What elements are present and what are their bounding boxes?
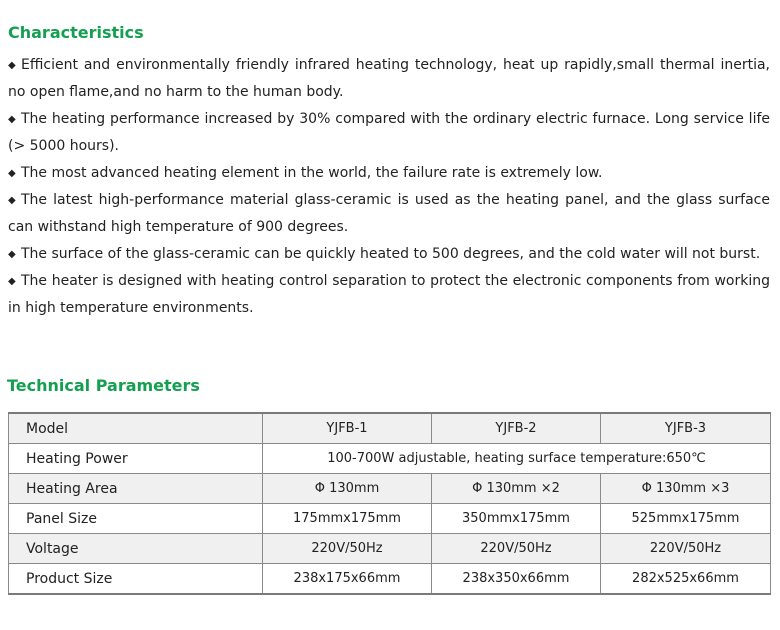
table-row-model	[9, 413, 771, 444]
table-cell: 282x525x66mm	[601, 564, 771, 595]
table-cell: Φ 130mm ×2	[432, 474, 601, 504]
table-cell: 350mmx175mm	[432, 504, 601, 534]
diamond-bullet-icon: ◆	[8, 276, 16, 287]
table-row-heating-power	[9, 444, 771, 474]
row-label: Heating Power	[9, 444, 263, 474]
table-row-product-size	[9, 564, 771, 595]
table-cell-merged: 100-700W adjustable, heating surface temperature:650℃	[263, 444, 771, 474]
table-cell: 238x175x66mm	[263, 564, 432, 595]
characteristic-item	[8, 52, 770, 106]
table-cell: 220V/50Hz	[432, 534, 601, 564]
table-row-heating-area	[9, 474, 771, 504]
table-cell: 238x350x66mm	[432, 564, 601, 595]
table-cell: 175mmx175mm	[263, 504, 432, 534]
characteristics-heading: Characteristics	[8, 23, 144, 42]
table-cell: 525mmx175mm	[601, 504, 771, 534]
row-label: Heating Area	[9, 474, 263, 504]
table-cell: Φ 130mm ×3	[601, 474, 771, 504]
technical-parameters-heading: Technical Parameters	[7, 376, 200, 395]
table-cell: Φ 130mm	[263, 474, 432, 504]
table-cell: 220V/50Hz	[263, 534, 432, 564]
table-row-panel-size	[9, 504, 771, 534]
row-label: Panel Size	[9, 504, 263, 534]
diamond-bullet-icon: ◆	[8, 249, 16, 260]
characteristic-item	[8, 160, 770, 187]
characteristic-text: The most advanced heating element in the world, the failure rate is extremely low.	[21, 165, 603, 181]
diamond-bullet-icon: ◆	[8, 195, 16, 206]
table-row-voltage	[9, 534, 771, 564]
characteristic-text: The latest high-performance material glass-ceramic is used as the heating panel, and the glass surface can withstand high temperature of 900 degrees.	[8, 192, 770, 235]
row-label: Voltage	[9, 534, 263, 564]
characteristic-text: The surface of the glass-ceramic can be quickly heated to 500 degrees, and the cold water will not burst.	[21, 246, 761, 262]
row-label: Product Size	[9, 564, 263, 595]
diamond-bullet-icon: ◆	[8, 60, 16, 71]
characteristic-item	[8, 241, 770, 268]
diamond-bullet-icon: ◆	[8, 168, 16, 179]
characteristic-text: The heating performance increased by 30% compared with the ordinary electric furnace. Long service life (> 5000 hours).	[8, 111, 770, 154]
diamond-bullet-icon: ◆	[8, 114, 16, 125]
characteristic-item	[8, 106, 770, 160]
row-label: Model	[9, 413, 263, 444]
characteristics-list	[8, 52, 770, 322]
characteristic-text: Efficient and environmentally friendly infrared heating technology, heat up rapidly,small thermal inertia, no open flame,and no harm to the human body.	[8, 57, 770, 100]
technical-parameters-table	[8, 412, 771, 595]
table-cell: YJFB-1	[263, 413, 432, 444]
table-cell: YJFB-3	[601, 413, 771, 444]
characteristic-text: The heater is designed with heating control separation to protect the electronic components from working in high temperature environments.	[8, 273, 770, 316]
characteristic-item	[8, 268, 770, 322]
table-cell: 220V/50Hz	[601, 534, 771, 564]
characteristic-item	[8, 187, 770, 241]
table-cell: YJFB-2	[432, 413, 601, 444]
